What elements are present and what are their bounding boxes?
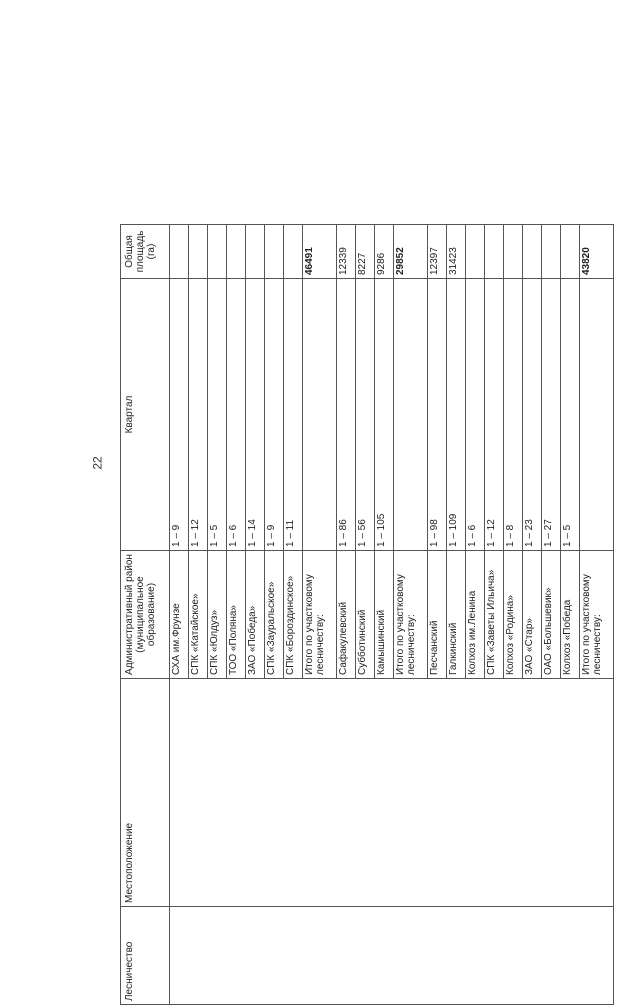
kvartal-cell [303,279,337,551]
header-forestry: Лесничество [121,907,170,1005]
kvartal-cell: 1 – 12 [484,279,503,551]
area-cell: 31423 [446,225,465,279]
table-header-row [121,225,170,1005]
forestry-table [120,224,614,1005]
district-cell: СПК «Зауральское» [265,551,284,679]
area-cell [227,225,246,279]
kvartal-cell: 1 – 86 [336,279,355,551]
district-cell: СПК «Бороздинское» [284,551,303,679]
kvartal-cell: 1 – 9 [170,279,189,551]
header-district: Административный район (муниципальное образование) [121,551,170,679]
area-cell [503,225,522,279]
kvartal-cell: 1 – 14 [246,279,265,551]
district-cell: Итого по участковому лесничеству: [393,551,427,679]
kvartal-cell: 1 – 12 [189,279,208,551]
district-cell: Субботинский [355,551,374,679]
district-cell: СХА им.Фрунзе [170,551,189,679]
area-cell [465,225,484,279]
district-cell: Итого по участковому лесничеству: [579,551,613,679]
kvartal-cell [393,279,427,551]
forestry-cell [170,907,614,1005]
area-cell: 12397 [427,225,446,279]
district-cell: Колхоз «Победа [560,551,579,679]
total-area-cell: 46491 [303,225,337,279]
district-cell: Камышинский [374,551,393,679]
kvartal-cell: 1 – 27 [541,279,560,551]
area-cell [208,225,227,279]
district-cell: Галкинский [446,551,465,679]
header-kvartal: Квартал [121,279,170,551]
district-cell: Сафакулевский [336,551,355,679]
area-cell [265,225,284,279]
kvartal-cell [579,279,613,551]
kvartal-cell: 1 – 109 [446,279,465,551]
kvartal-cell: 1 – 105 [374,279,393,551]
district-cell: Итого по участковому лесничеству: [303,551,337,679]
district-cell: СПК «Катайское» [189,551,208,679]
header-area: Общая площадь (га) [121,225,170,279]
district-cell: ТОО «Поляна» [227,551,246,679]
area-cell [560,225,579,279]
page-number: 22 [90,456,105,470]
table-row [170,225,189,1005]
kvartal-cell: 1 – 9 [265,279,284,551]
table-body [170,225,614,1005]
kvartal-cell: 1 – 6 [465,279,484,551]
kvartal-cell: 1 – 5 [208,279,227,551]
kvartal-cell: 1 – 11 [284,279,303,551]
kvartal-cell: 1 – 23 [522,279,541,551]
rotated-table-sheet [120,225,614,1005]
area-cell [522,225,541,279]
area-cell [246,225,265,279]
area-cell: 12339 [336,225,355,279]
total-area-cell: 29852 [393,225,427,279]
header-location: Местоположение [121,679,170,907]
kvartal-cell: 1 – 6 [227,279,246,551]
district-cell: Песчанский [427,551,446,679]
district-cell: СПК «Юлдуз» [208,551,227,679]
area-cell [170,225,189,279]
kvartal-cell: 1 – 8 [503,279,522,551]
kvartal-cell: 1 – 56 [355,279,374,551]
area-cell: 9286 [374,225,393,279]
location-cell [170,679,614,907]
area-cell [541,225,560,279]
district-cell: СПК «Заветы Ильича» [484,551,503,679]
kvartal-cell: 1 – 98 [427,279,446,551]
district-cell: ОАО «Большевик» [541,551,560,679]
district-cell: Колхоз им.Ленина [465,551,484,679]
kvartal-cell: 1 – 5 [560,279,579,551]
area-cell [484,225,503,279]
district-cell: Колхоз «Родина» [503,551,522,679]
district-cell: ЗАО «Стар» [522,551,541,679]
area-cell: 8227 [355,225,374,279]
total-area-cell: 43820 [579,225,613,279]
area-cell [284,225,303,279]
area-cell [189,225,208,279]
district-cell: ЗАО «Победа» [246,551,265,679]
